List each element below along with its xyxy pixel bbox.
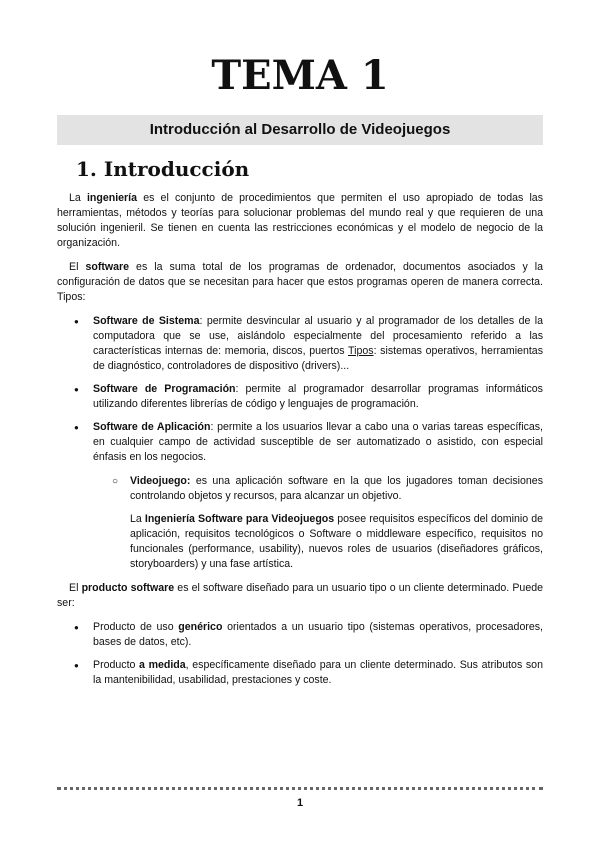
- list-item-software-sistema: ● Software de Sistema: permite desvincular al usuario y al programador de los detalles de la computadora que se use, aislándolo especialmente del procesamiento referido a las características internas de: memoria, discos, puertos Tipos: sistemas operativos, herramientas de diagnóstico, controladores de dispositivo (drivers)...: [57, 314, 543, 374]
- sublist-item-videojuego: ○ Videojuego: es una aplicación software en la que los jugadores toman decisiones controlando objetos y recursos, para alcanzar un objetivo.: [112, 475, 543, 502]
- tipos-underlined: Tipos: [348, 345, 374, 357]
- paragraph-producto-software: El producto software es el software diseñado para un usuario tipo o un cliente determinado. Puede ser:: [57, 582, 544, 609]
- section-heading: 1. Introducción: [76, 157, 250, 181]
- paragraph-ingenieria: La ingeniería es el conjunto de procedimientos que permiten el uso apropiado de todas las herramientas, métodos y teorías para solucionar problemas del mundo real y que requieren de una solución ingenieril. Se tienen en cuenta las restricciones económicas y el modelo de negocio de la organización.: [57, 192, 543, 249]
- list-item-producto-medida: ● Producto a medida, específicamente diseñado para un cliente determinado. Sus atributos son la mantenibilidad, usabilidad, prestaciones y coste.: [57, 658, 543, 688]
- page-title: TEMA 1: [211, 52, 389, 99]
- subtitle-banner: Introducción al Desarrollo de Videojuegos: [57, 115, 543, 145]
- software-types-list: [57, 314, 543, 465]
- paragraph-software: El software es la suma total de los programas de ordenador, documentos asociados y la configuración de datos que se necesitan para hacer que estos programas operen de manera correcta. Tipos:: [57, 261, 544, 303]
- list-item-producto-generico: ● Producto de uso genérico orientados a un usuario tipo (sistemas operativos, procesadores, bases de datos, etc).: [57, 620, 543, 650]
- list-item-software-aplicacion: ● Software de Aplicación: permite a los usuarios llevar a cabo una o varias tareas específicas, en cualquier campo de actividad susceptible de ser automatizado o asistido, con especial énfasis en los negocios.: [57, 420, 543, 465]
- footer-divider: [57, 787, 543, 790]
- term-ingenieria: ingeniería: [86, 192, 138, 204]
- list-item-software-programacion: ● Software de Programación: permite al programador desarrollar programas informáticos utilizando diferentes librerías de código y lenguajes de programación.: [57, 382, 543, 412]
- product-types-list: [57, 620, 543, 688]
- circle-bullet-icon: ○: [112, 476, 119, 487]
- paragraph-ingenieria-videojuegos: La Ingeniería Software para Videojuegos posee requisitos específicos del dominio de aplicación, requisitos tecnológicos o Software o middleware específico, requisitos no funcionales (performance, usability), nuevos roles de usuarios (diseñadores gráficos, storyboarders) y una fase artística.: [130, 513, 543, 570]
- term-software: software: [85, 261, 130, 273]
- page-number: 1: [296, 797, 304, 809]
- document-body: [57, 191, 543, 697]
